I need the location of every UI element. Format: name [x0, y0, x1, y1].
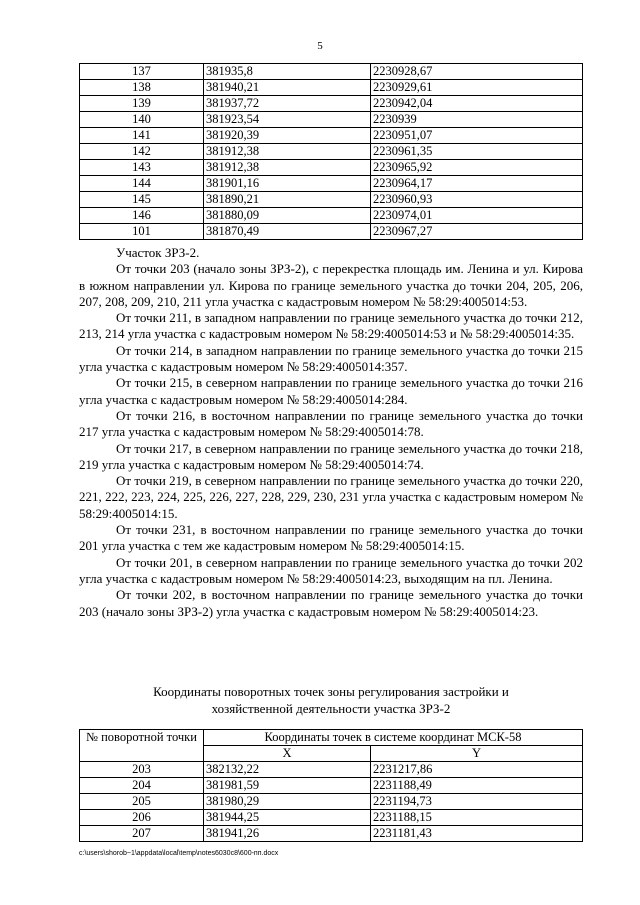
page-number: 5	[317, 40, 323, 52]
table-row	[80, 810, 583, 826]
paragraph: От точки 231, в восточном направлении по границе земельного участка до точки 201 угла участка с тем же кадастровым номером № 58:29:4005014:15.	[79, 522, 583, 554]
table-cell: 381940,21	[204, 80, 371, 96]
table-cell: 144	[80, 176, 204, 192]
table-cell: 101	[80, 224, 204, 240]
table-cell: 2230939	[371, 112, 583, 128]
table-cell: 2230929,61	[371, 80, 583, 96]
table-row	[80, 64, 583, 80]
table-cell: 2230928,67	[371, 64, 583, 80]
table-cell: 203	[80, 762, 204, 778]
body-text	[79, 245, 583, 620]
caption-line-1: Координаты поворотных точек зоны регулирования застройки и	[153, 684, 509, 699]
table-row	[80, 112, 583, 128]
table-row	[80, 96, 583, 112]
paragraph: От точки 202, в восточном направлении по границе земельного участка до точки 203 (начало зоны ЗРЗ-2) угла участка с кадастровым номером № 58:29:4005014:23.	[79, 587, 583, 619]
table-cell: 204	[80, 778, 204, 794]
paragraph: От точки 214, в западном направлении по границе земельного участка до точки 215 угла участка с кадастровым номером № 58:29:4005014:357.	[79, 342, 583, 375]
table-cell: 207	[80, 826, 204, 842]
table-cell: 381937,72	[204, 96, 371, 112]
table-cell: 381981,59	[204, 778, 371, 794]
table-row	[80, 208, 583, 224]
table-cell: 381870,49	[204, 224, 371, 240]
paragraph: От точки 201, в северном направлении по границе земельного участка до точки 202 угла участка с кадастровым номером № 58:29:4005014:23, выходящим на пл. Ленина.	[79, 554, 583, 586]
table-cell: 142	[80, 144, 204, 160]
table-cell: 2230974,01	[371, 208, 583, 224]
table-cell: 2231194,73	[371, 794, 583, 810]
table-cell: 381980,29	[204, 794, 371, 810]
table-cell: 2230961,35	[371, 144, 583, 160]
table-row	[80, 778, 583, 794]
table-row	[80, 762, 583, 778]
table-cell: 2231188,15	[371, 810, 583, 826]
table-cell: 138	[80, 80, 204, 96]
header-x: X	[204, 746, 371, 762]
table-row	[80, 192, 583, 208]
table-cell: 381880,09	[204, 208, 371, 224]
table-cell: 381923,54	[204, 112, 371, 128]
table-row	[80, 224, 583, 240]
table-cell: 146	[80, 208, 204, 224]
table-cell: 381912,38	[204, 160, 371, 176]
paragraph: Участок ЗРЗ-2.	[116, 245, 200, 260]
table-cell: 2230967,27	[371, 224, 583, 240]
table-cell: 2231188,49	[371, 778, 583, 794]
coordinates-table-bottom	[79, 729, 583, 842]
table-cell: 381890,21	[204, 192, 371, 208]
table-cell: 2230965,92	[371, 160, 583, 176]
table-row	[80, 794, 583, 810]
table-cell: 382132,22	[204, 762, 371, 778]
header-coordinates-group: Координаты точек в системе координат МСК-58	[204, 730, 583, 746]
table-cell: 381912,38	[204, 144, 371, 160]
table-cell: 145	[80, 192, 204, 208]
table-row	[80, 80, 583, 96]
table-cell: 2230964,17	[371, 176, 583, 192]
table-cell: 140	[80, 112, 204, 128]
table-row	[80, 176, 583, 192]
table-row	[80, 826, 583, 842]
table-cell: 143	[80, 160, 204, 176]
table-cell: 205	[80, 794, 204, 810]
paragraph: От точки 216, в восточном направлении по границе земельного участка до точки 217 угла участка с кадастровым номером № 58:29:4005014:78.	[79, 407, 583, 440]
table-row	[80, 160, 583, 176]
coordinates-table-top	[79, 63, 583, 240]
file-path-footer: c:\users\shorob~1\appdata\local\temp\notes6030c8\600-пп.docx	[79, 850, 279, 857]
table-cell: 141	[80, 128, 204, 144]
table-cell: 381941,26	[204, 826, 371, 842]
paragraph: От точки 203 (начало зоны ЗРЗ-2), с перекрестка площадь им. Ленина и ул. Кирова в южном направлении ул. Кирова по границе земельного участка до точки 204, 205, 206, 207, 208, 209, 210, 211 угла участка с кадастровым номером № 58:29:4005014:53.	[79, 261, 583, 309]
table-cell: 2231217,86	[371, 762, 583, 778]
paragraph: От точки 215, в северном направлении по границе земельного участка до точки 216 угла участка с кадастровым номером № 58:29:4005014:284.	[79, 375, 583, 407]
paragraph: От точки 217, в северном направлении по границе земельного участка до точки 218, 219 угла участка с кадастровым номером № 58:29:4005014:74.	[79, 440, 583, 472]
table-cell: 2230960,93	[371, 192, 583, 208]
table-cell: 2230942,04	[371, 96, 583, 112]
paragraph: От точки 211, в западном направлении по границе земельного участка до точки 212, 213, 214 угла участка с кадастровым номером № 58:29:4005014:53 и № 58:29:4005014:35.	[79, 310, 583, 342]
header-point-number: № поворотной точки	[80, 730, 204, 762]
table-cell: 381944,25	[204, 810, 371, 826]
table-cell: 2230951,07	[371, 128, 583, 144]
table-cell: 137	[80, 64, 204, 80]
table-row	[80, 128, 583, 144]
table-cell: 206	[80, 810, 204, 826]
table-row	[80, 144, 583, 160]
table-cell: 139	[80, 96, 204, 112]
header-y: Y	[371, 746, 583, 762]
paragraph: От точки 219, в северном направлении по границе земельного участка до точки 220, 221, 222, 223, 224, 225, 226, 227, 228, 229, 230, 231 угла участка с кадастровым номером № 58:29:4005014:15.	[79, 473, 583, 521]
table-cell: 381935,8	[204, 64, 371, 80]
table-cell: 2231181,43	[371, 826, 583, 842]
caption-line-2: хозяйственной деятельности участка ЗРЗ-2	[211, 700, 451, 716]
table-cell: 381920,39	[204, 128, 371, 144]
table-caption	[79, 684, 583, 717]
table-cell: 381901,16	[204, 176, 371, 192]
